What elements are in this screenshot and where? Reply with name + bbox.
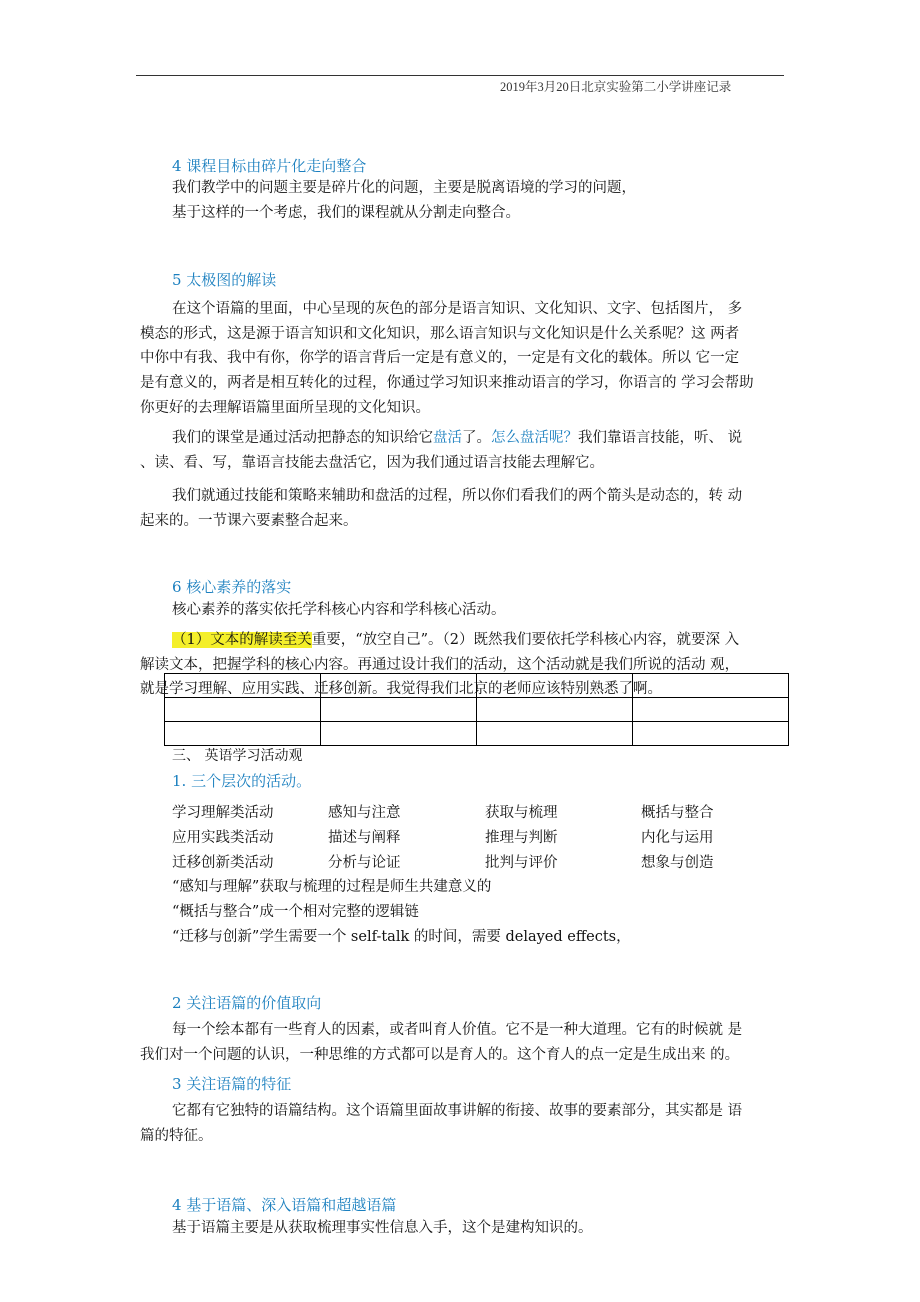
part-3-sub-3: 3 关注语篇的特征 (172, 1075, 292, 1093)
activity-item: 分析与论证 (328, 855, 401, 871)
s5-p3-line-2: 起来的。一节课六要素整合起来。 (140, 513, 358, 529)
part-3-sub-2: 2 关注语篇的价值取向 (172, 994, 322, 1012)
table-cell (165, 722, 321, 746)
s6-line-1: 核心素养的落实依托学科核心内容和学科核心活动。 (172, 602, 506, 618)
section-6-heading: 6 核心素养的落实 (172, 578, 292, 596)
s6-line-4: 就是学习理解、应用实践、迁移创新。我觉得我们北京的老师应该特别熟悉了啊。 (140, 681, 662, 697)
activity-item: 获取与梳理 (485, 805, 558, 821)
s5-p1-line-5: 你更好的去理解语篇里面所呈现的文化知识。 (140, 400, 430, 416)
header-rule (136, 75, 784, 76)
activity-item: 想象与创造 (641, 855, 714, 871)
s5-p2-line-1 (172, 426, 742, 451)
s5-p1-line-3: 中你中有我、我中有你，你学的语言背后一定是有意义的，一定是有文化的载体。所以 它一定 (140, 350, 740, 366)
table-row (165, 722, 789, 746)
s5-p2-text-e: 我们靠语言技能，听、 说 (578, 430, 743, 446)
table-cell (633, 722, 789, 746)
sub-3-line-2: 篇的特征。 (140, 1128, 213, 1144)
sub-2-line-2: 我们对一个问题的认识，一种思维的方式都可以是育人的。这个育人的点一定是生成出来 的。 (140, 1047, 740, 1063)
note-line-1: “感知与理解”获取与梳理的过程是师生共建意义的 (172, 879, 492, 895)
s6-line-2 (172, 628, 739, 653)
activity-item: 描述与阐释 (328, 830, 401, 846)
section-4-heading: 4 课程目标由碎片化走向整合 (172, 157, 367, 175)
s5-p1-line-4: 是有意义的，两者是相互转化的过程，你通过学习知识来推动语言的学习，你语言的 学习会帮助 (140, 375, 754, 391)
activity-category: 迁移创新类活动 (172, 855, 274, 871)
s4-line-2: 基于这样的一个考虑，我们的课程就从分割走向整合。 (172, 205, 520, 221)
header-caption: 2019年3月20日北京实验第二小学讲座记录 (500, 80, 732, 94)
s6-line-2-rest: 重要，“放空自己”。（2）既然我们要依托学科核心内容，就要深 入 (311, 632, 740, 648)
part-3-title: 三、 英语学习活动观 (172, 748, 303, 764)
section-5-heading: 5 太极图的解读 (172, 271, 277, 289)
sub-4-line-1: 基于语篇主要是从获取梳理事实性信息入手，这个是建构知识的。 (172, 1220, 593, 1236)
s6-highlighted-text: （1）文本的解读至关 (172, 632, 312, 648)
s5-p2-text-c: 了。 (462, 430, 491, 446)
s5-p3-line-1: 我们就通过技能和策略来辅助和盘活的过程，所以你们看我们的两个箭头是动态的，转 动 (172, 488, 743, 504)
s5-p1-line-2: 模态的形式，这是源于语言知识和文化知识，那么语言知识与文化知识是什么关系呢？这 两者 (140, 326, 740, 342)
s4-line-1: 我们教学中的问题主要是碎片化的问题，主要是脱离语境的学习的问题， (172, 180, 636, 196)
part-3-sub-1: 1. 三个层次的活动。 (172, 772, 312, 790)
part-3-sub-4: 4 基于语篇、深入语篇和超越语篇 (172, 1196, 397, 1214)
s5-p2-text-a: 我们的课堂是通过活动把静态的知识给它 (172, 430, 433, 446)
s6-line-3: 解读文本，把握学科的核心内容。再通过设计我们的活动，这个活动就是我们所说的活动 观， (140, 657, 740, 673)
s5-p2-line-2: 、读、看、写，靠语言技能去盘活它，因为我们通过语言技能去理解它。 (140, 455, 604, 471)
activity-item: 概括与整合 (641, 805, 714, 821)
s5-p1-line-1: 在这个语篇的里面，中心呈现的灰色的部分是语言知识、文化知识、文字、包括图片， 多 (172, 301, 743, 317)
activity-category: 应用实践类活动 (172, 830, 274, 846)
table-cell (477, 722, 633, 746)
note-line-3: “迁移与创新”学生需要一个 self-talk 的时间，需要 delayed effects， (172, 929, 631, 945)
s5-p2-question: 怎么盘活呢？ (491, 430, 578, 446)
note-line-2: “概括与整合”成一个相对完整的逻辑链 (172, 904, 419, 920)
s5-p2-keyword: 盘活 (433, 430, 462, 446)
activity-item: 内化与运用 (641, 830, 714, 846)
activity-item: 批判与评价 (485, 855, 558, 871)
activity-item: 推理与判断 (485, 830, 558, 846)
activity-item: 感知与注意 (328, 805, 401, 821)
sub-3-line-1: 它都有它独特的语篇结构。这个语篇里面故事讲解的衔接、故事的要素部分，其实都是 语 (172, 1103, 743, 1119)
table-cell (321, 722, 477, 746)
sub-2-line-1: 每一个绘本都有一些育人的因素，或者叫育人价值。它不是一种大道理。它有的时候就 是 (172, 1022, 743, 1038)
activity-category: 学习理解类活动 (172, 805, 274, 821)
